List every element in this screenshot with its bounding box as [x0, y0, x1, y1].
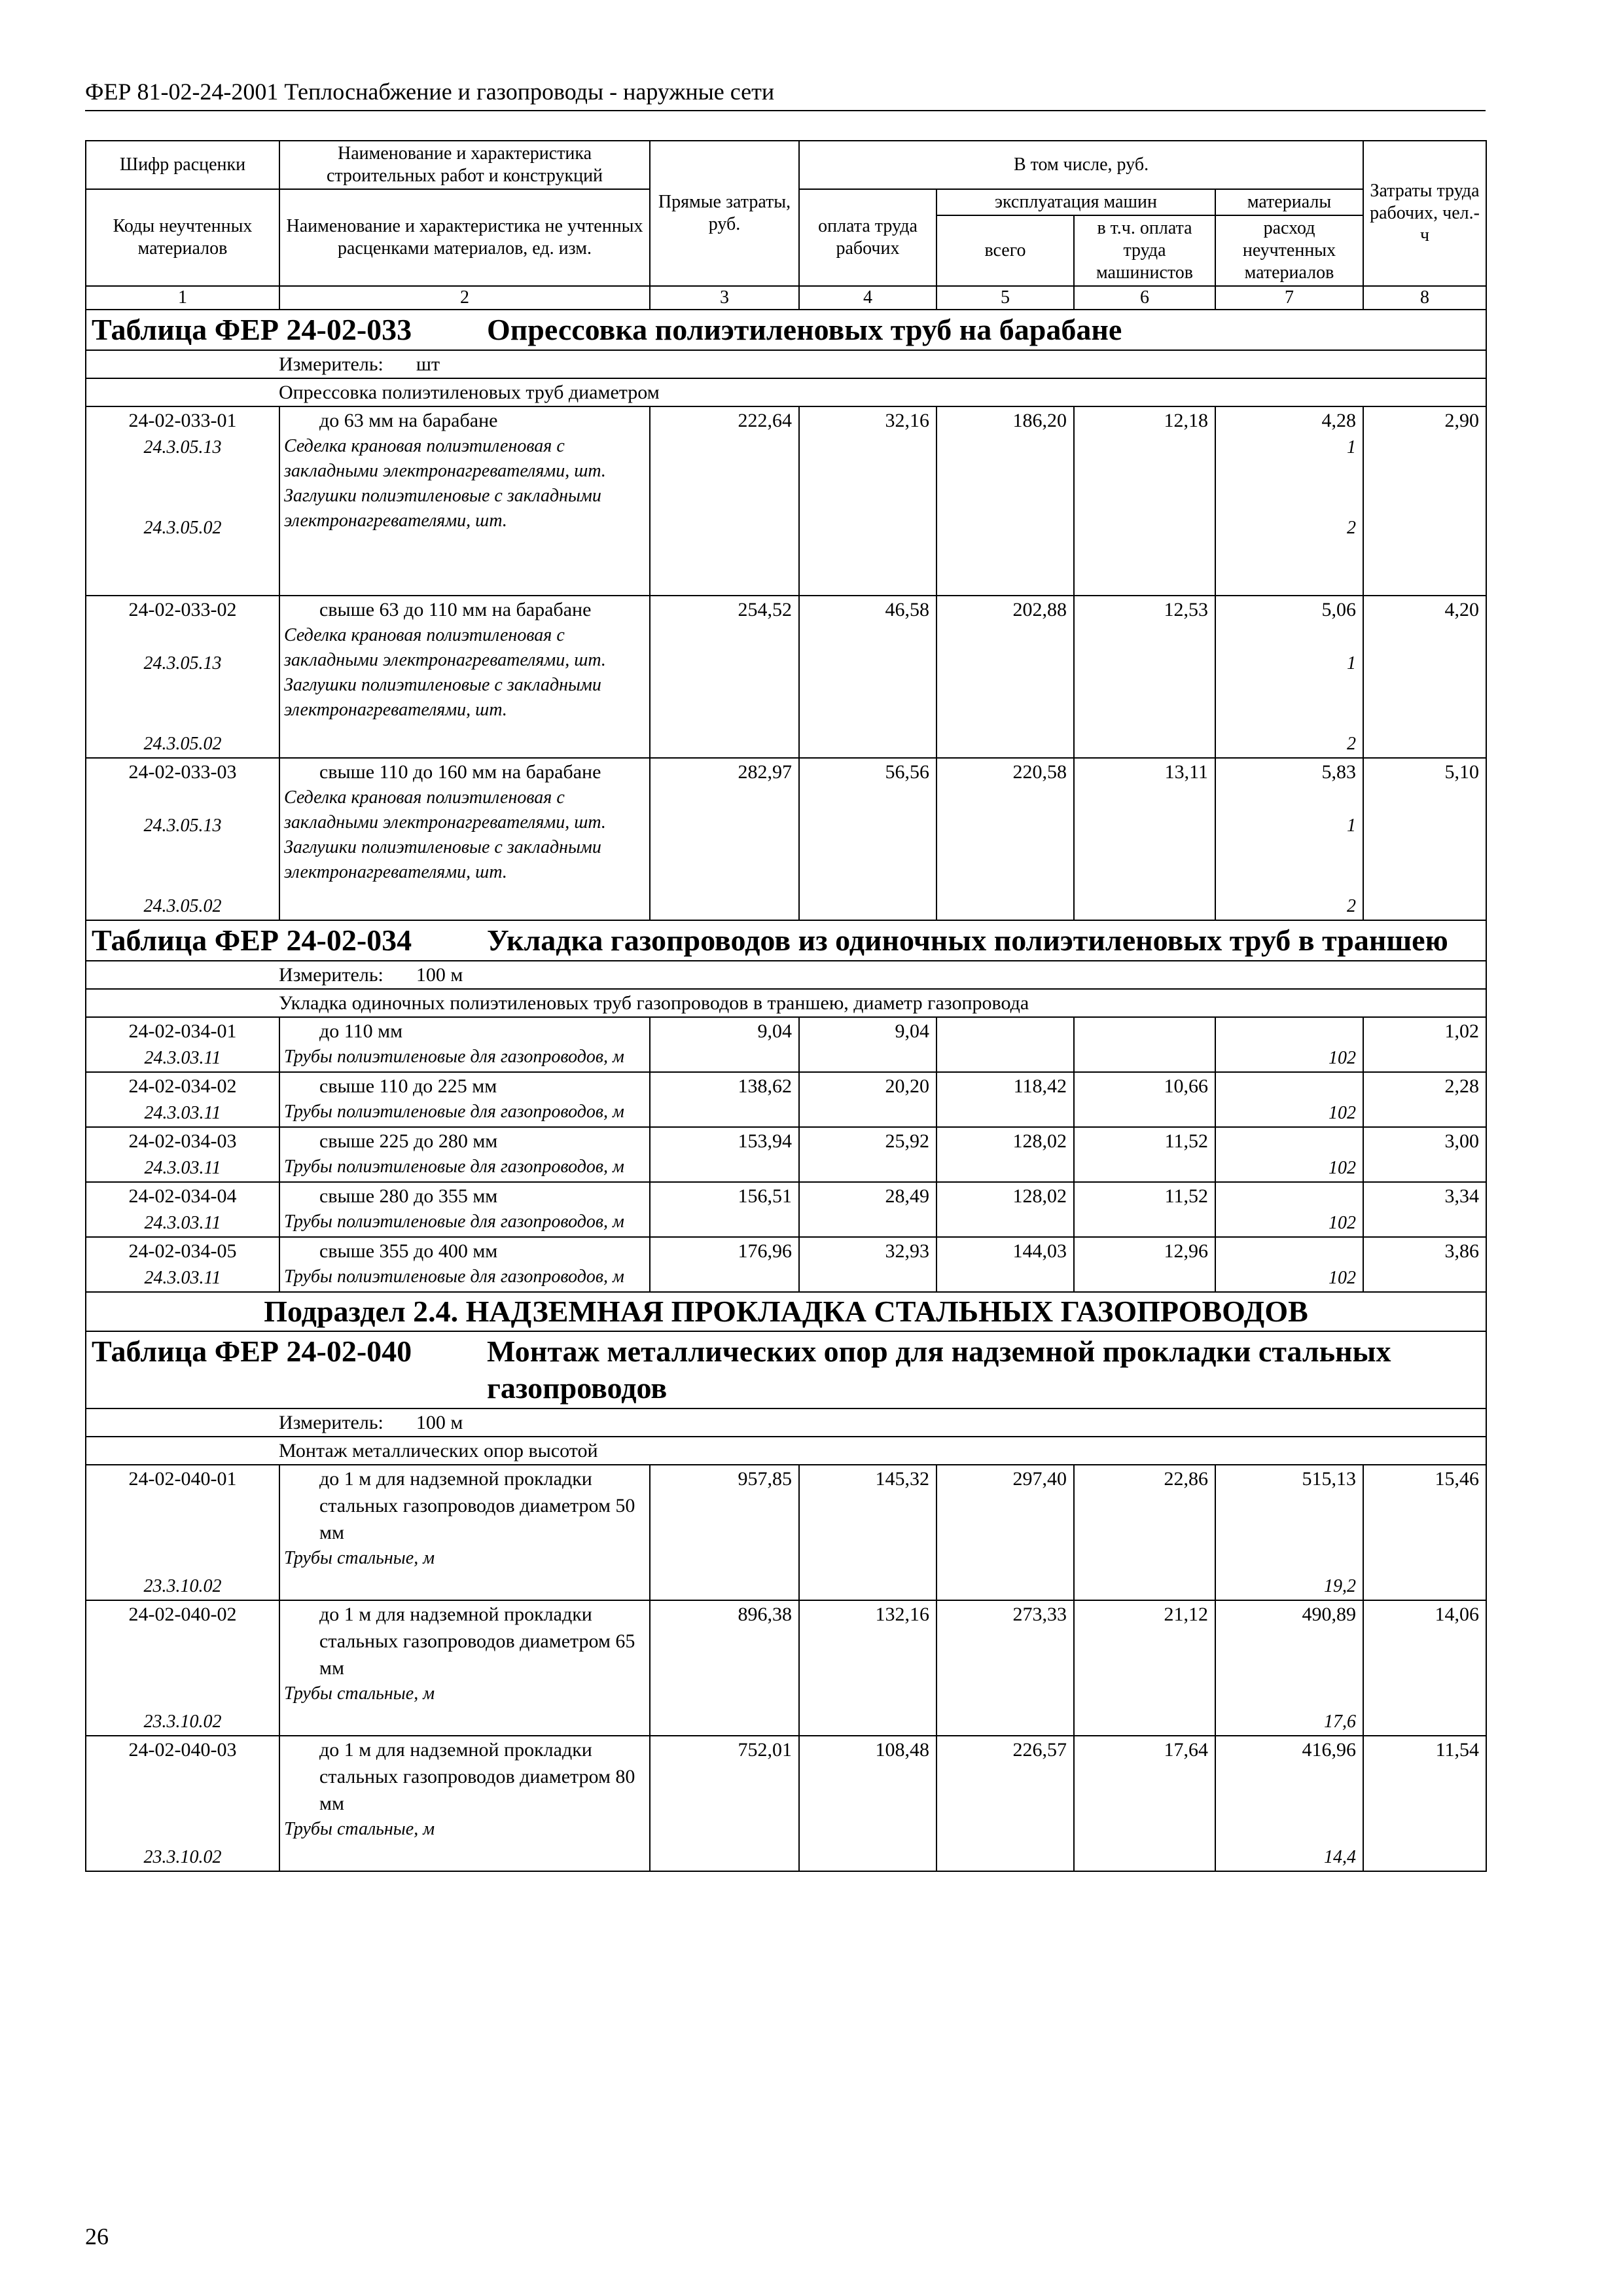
- machines-total: 297,40: [936, 1465, 1074, 1600]
- material-code: 23.3.10.02: [143, 1847, 222, 1867]
- col-number: 5: [936, 286, 1074, 310]
- material-name: Заглушки полиэтиленовые с закладными электронагревателями, шт.: [284, 675, 601, 720]
- material-qty: 102: [1329, 1103, 1357, 1123]
- table-row: [86, 406, 1486, 596]
- labor-hours: 15,46: [1363, 1465, 1486, 1600]
- material-name: Заглушки полиэтиленовые с закладными электронагревателями, шт.: [284, 486, 601, 531]
- col6-header: в т.ч. оплата труда машинистов: [1074, 215, 1215, 286]
- material-name: Трубы полиэтиленовые для газопроводов, м: [284, 1266, 624, 1287]
- labor-cost: 145,32: [799, 1465, 936, 1600]
- material-name: Трубы стальные, м: [284, 1548, 435, 1568]
- machines-labor: 11,52: [1074, 1127, 1215, 1182]
- section-title-row: [86, 310, 1486, 350]
- labor-cost: 28,49: [799, 1182, 936, 1237]
- labor-cost: 46,58: [799, 596, 936, 758]
- machines-labor: 21,12: [1074, 1600, 1215, 1736]
- material-name: Трубы полиэтиленовые для газопроводов, м: [284, 1102, 624, 1122]
- material-name: Седелка крановая полиэтиленовая с закладными электронагревателями, шт.: [284, 787, 606, 833]
- material-qty: 102: [1329, 1213, 1357, 1233]
- table-row: [86, 758, 1486, 920]
- section-subtitle: Укладка одиночных полиэтиленовых труб газопроводов в траншею, диаметр газопровода: [86, 989, 1486, 1017]
- material-qty: 2: [1347, 896, 1357, 916]
- material-code: 24.3.05.02: [143, 896, 222, 916]
- rate-code: 24-02-034-01: [128, 1020, 237, 1042]
- material-code: 24.3.05.13: [143, 816, 222, 836]
- machines-total: 273,33: [936, 1600, 1074, 1736]
- subtitle-row: [86, 378, 1486, 406]
- section-title: Опрессовка полиэтиленовых труб на барабане: [487, 313, 1122, 346]
- material-qty: 17,6: [1324, 1712, 1357, 1732]
- table-row: [86, 1182, 1486, 1237]
- col-number: 2: [279, 286, 650, 310]
- rate-name: свыше 110 до 160 мм на барабане: [319, 761, 601, 783]
- rate-code: 24-02-040-02: [128, 1604, 237, 1625]
- material-name: Трубы полиэтиленовые для газопроводов, м: [284, 1047, 624, 1067]
- labor-cost: 9,04: [799, 1017, 936, 1072]
- material-name: Седелка крановая полиэтиленовая с закладными электронагревателями, шт.: [284, 625, 606, 670]
- col3-header: Прямые затраты, руб.: [650, 141, 799, 286]
- direct-cost: 282,97: [650, 758, 799, 920]
- machines-labor: 11,52: [1074, 1182, 1215, 1237]
- material-qty: 19,2: [1324, 1576, 1357, 1596]
- machines-total: 128,02: [936, 1182, 1074, 1237]
- material-name: Трубы полиэтиленовые для газопроводов, м: [284, 1211, 624, 1232]
- labor-hours: 14,06: [1363, 1600, 1486, 1736]
- meter-label: Измеритель:: [279, 1412, 383, 1433]
- subsection-row: [86, 1292, 1486, 1331]
- rate-code: 24-02-034-05: [128, 1240, 237, 1262]
- rate-code: 24-02-040-01: [128, 1468, 237, 1490]
- material-qty: 102: [1329, 1048, 1357, 1068]
- material-code: 24.3.03.11: [144, 1103, 221, 1123]
- col-number: 1: [86, 286, 279, 310]
- machines-total: 202,88: [936, 596, 1074, 758]
- material-qty: 1: [1347, 653, 1357, 673]
- machines-labor: 12,18: [1074, 406, 1215, 596]
- labor-hours: 1,02: [1363, 1017, 1486, 1072]
- col-number: 7: [1215, 286, 1363, 310]
- machines-total: [936, 1017, 1074, 1072]
- direct-cost: 254,52: [650, 596, 799, 758]
- material-name: Заглушки полиэтиленовые с закладными электронагревателями, шт.: [284, 837, 601, 882]
- material-code: 24.3.05.13: [143, 437, 222, 457]
- col2-bottom-header: Наименование и характеристика не учтенных расценками материалов, ед. изм.: [279, 189, 650, 286]
- col1-bottom-header: Коды неучтенных материалов: [86, 189, 279, 286]
- material-code: 23.3.10.02: [143, 1576, 222, 1596]
- col1-top-header: Шифр расценки: [86, 141, 279, 189]
- material-code: 24.3.03.11: [144, 1048, 221, 1068]
- rate-name: свыше 355 до 400 мм: [319, 1240, 498, 1262]
- machines-labor: 13,11: [1074, 758, 1215, 920]
- rate-code: 24-02-034-03: [128, 1130, 237, 1152]
- col-number: 3: [650, 286, 799, 310]
- col-number: 8: [1363, 286, 1486, 310]
- direct-cost: 752,01: [650, 1736, 799, 1871]
- meter-label: Измеритель:: [279, 964, 383, 986]
- direct-cost: 153,94: [650, 1127, 799, 1182]
- material-qty: 1: [1347, 816, 1357, 836]
- material-qty: 1: [1347, 437, 1357, 457]
- col2-top-header: Наименование и характеристика строительных работ и конструкций: [279, 141, 650, 189]
- section-title-row: [86, 1331, 1486, 1408]
- meter-row: [86, 1408, 1486, 1437]
- col7-header: расход неучтенных материалов: [1215, 215, 1363, 286]
- machines-labor: [1074, 1017, 1215, 1072]
- col4-header: оплата труда рабочих: [799, 189, 936, 286]
- page-header: ФЕР 81-02-24-2001 Теплоснабжение и газопроводы - наружные сети: [85, 77, 1486, 111]
- labor-cost: 20,20: [799, 1072, 936, 1127]
- machines-total: 186,20: [936, 406, 1074, 596]
- machines-labor: 17,64: [1074, 1736, 1215, 1871]
- rate-name: до 63 мм на барабане: [319, 410, 498, 431]
- rate-code: 24-02-040-03: [128, 1739, 237, 1761]
- material-code: 23.3.10.02: [143, 1712, 222, 1732]
- direct-cost: 896,38: [650, 1600, 799, 1736]
- material-code: 24.3.03.11: [144, 1158, 221, 1178]
- machines-labor: 10,66: [1074, 1072, 1215, 1127]
- machines-total: 118,42: [936, 1072, 1074, 1127]
- section-code: Таблица ФЕР 24-02-040: [92, 1335, 412, 1368]
- subtitle-row: [86, 1437, 1486, 1465]
- material-name: Седелка крановая полиэтиленовая с закладными электронагревателями, шт.: [284, 436, 606, 481]
- material-code: 24.3.05.02: [143, 518, 222, 538]
- labor-hours: 2,28: [1363, 1072, 1486, 1127]
- table-row: [86, 1237, 1486, 1292]
- materials-cost: 4,28: [1321, 410, 1357, 431]
- direct-cost: 176,96: [650, 1237, 799, 1292]
- section-title-row: [86, 920, 1486, 961]
- labor-cost: 32,16: [799, 406, 936, 596]
- rate-code: 24-02-034-02: [128, 1075, 237, 1097]
- labor-cost: 132,16: [799, 1600, 936, 1736]
- col8-header: Затраты труда рабочих, чел.-ч: [1363, 141, 1486, 286]
- section-title: Укладка газопроводов из одиночных полиэтиленовых труб в траншею: [487, 924, 1448, 957]
- header-row-1: [86, 141, 1486, 189]
- material-code: 24.3.05.13: [143, 653, 222, 673]
- material-code: 24.3.03.11: [144, 1268, 221, 1288]
- direct-cost: 138,62: [650, 1072, 799, 1127]
- rate-code: 24-02-033-02: [128, 599, 237, 620]
- labor-hours: 5,10: [1363, 758, 1486, 920]
- col5-header: всего: [936, 215, 1074, 286]
- labor-hours: 3,34: [1363, 1182, 1486, 1237]
- direct-cost: 9,04: [650, 1017, 799, 1072]
- column-numbers-row: [86, 286, 1486, 310]
- section-code: Таблица ФЕР 24-02-034: [92, 924, 412, 957]
- subtitle-row: [86, 989, 1486, 1017]
- labor-hours: 11,54: [1363, 1736, 1486, 1871]
- material-qty: 102: [1329, 1158, 1357, 1178]
- rate-name: до 1 м для надземной прокладки стальных газопроводов диаметром 80 мм: [319, 1739, 635, 1814]
- material-code: 24.3.03.11: [144, 1213, 221, 1233]
- rates-table: [85, 140, 1487, 1872]
- labor-hours: 3,00: [1363, 1127, 1486, 1182]
- material-qty: 2: [1347, 518, 1357, 538]
- material-code: 24.3.05.02: [143, 734, 222, 754]
- rate-code: 24-02-034-04: [128, 1185, 237, 1207]
- machines-total: 128,02: [936, 1127, 1074, 1182]
- subsection-title: Подраздел 2.4. НАДЗЕМНАЯ ПРОКЛАДКА СТАЛЬНЫХ ГАЗОПРОВОДОВ: [86, 1292, 1486, 1331]
- rate-code: 24-02-033-03: [128, 761, 237, 783]
- material-name: Трубы стальные, м: [284, 1819, 435, 1839]
- col-number: 4: [799, 286, 936, 310]
- labor-hours: 4,20: [1363, 596, 1486, 758]
- rate-name: свыше 280 до 355 мм: [319, 1185, 498, 1207]
- rate-name: свыше 110 до 225 мм: [319, 1075, 497, 1097]
- meter-row: [86, 961, 1486, 989]
- table-row: [86, 1465, 1486, 1600]
- labor-cost: 32,93: [799, 1237, 936, 1292]
- col-number: 6: [1074, 286, 1215, 310]
- section-code: Таблица ФЕР 24-02-033: [92, 313, 412, 346]
- labor-hours: 2,90: [1363, 406, 1486, 596]
- page-number: 26: [85, 2223, 109, 2250]
- machines-labor: 12,96: [1074, 1237, 1215, 1292]
- machines-total: 226,57: [936, 1736, 1074, 1871]
- section-title: Монтаж металлических опор для надземной прокладки стальных газопроводов: [487, 1335, 1391, 1405]
- material-name: Трубы полиэтиленовые для газопроводов, м: [284, 1157, 624, 1177]
- direct-cost: 222,64: [650, 406, 799, 596]
- rate-name: до 110 мм: [319, 1020, 403, 1042]
- rate-name: до 1 м для надземной прокладки стальных газопроводов диаметром 65 мм: [319, 1604, 635, 1679]
- labor-hours: 3,86: [1363, 1237, 1486, 1292]
- table-row: [86, 596, 1486, 758]
- table-row: [86, 1017, 1486, 1072]
- material-name: Трубы стальные, м: [284, 1683, 435, 1704]
- materials-cost: 490,89: [1302, 1604, 1357, 1625]
- rate-code: 24-02-033-01: [128, 410, 237, 431]
- group-header: В том числе, руб.: [799, 141, 1363, 189]
- machines-labor: 12,53: [1074, 596, 1215, 758]
- meter-value: 100 м: [416, 1412, 463, 1433]
- section-subtitle: Монтаж металлических опор высотой: [86, 1437, 1486, 1465]
- meter-value: 100 м: [416, 964, 463, 986]
- rate-name: свыше 63 до 110 мм на барабане: [319, 599, 592, 620]
- material-qty: 14,4: [1324, 1847, 1357, 1867]
- meter-value: шт: [416, 353, 440, 375]
- machines-total: 220,58: [936, 758, 1074, 920]
- rate-name: свыше 225 до 280 мм: [319, 1130, 498, 1152]
- table-row: [86, 1127, 1486, 1182]
- section-subtitle: Опрессовка полиэтиленовых труб диаметром: [86, 378, 1486, 406]
- direct-cost: 957,85: [650, 1465, 799, 1600]
- table-row: [86, 1072, 1486, 1127]
- material-qty: 2: [1347, 734, 1357, 754]
- materials-cost: 416,96: [1302, 1739, 1357, 1761]
- materials-cost: 5,83: [1321, 761, 1357, 783]
- material-qty: 102: [1329, 1268, 1357, 1288]
- materials-cost: 515,13: [1302, 1468, 1357, 1490]
- materials-cost: 5,06: [1321, 599, 1357, 620]
- meter-label: Измеритель:: [279, 353, 383, 375]
- labor-cost: 56,56: [799, 758, 936, 920]
- machines-labor: 22,86: [1074, 1465, 1215, 1600]
- table-row: [86, 1600, 1486, 1736]
- rate-name: до 1 м для надземной прокладки стальных газопроводов диаметром 50 мм: [319, 1468, 635, 1543]
- direct-cost: 156,51: [650, 1182, 799, 1237]
- table-row: [86, 1736, 1486, 1871]
- labor-cost: 25,92: [799, 1127, 936, 1182]
- machines-header: эксплуатация машин: [936, 189, 1215, 215]
- materials-header: материалы: [1215, 189, 1363, 215]
- labor-cost: 108,48: [799, 1736, 936, 1871]
- meter-row: [86, 350, 1486, 378]
- machines-total: 144,03: [936, 1237, 1074, 1292]
